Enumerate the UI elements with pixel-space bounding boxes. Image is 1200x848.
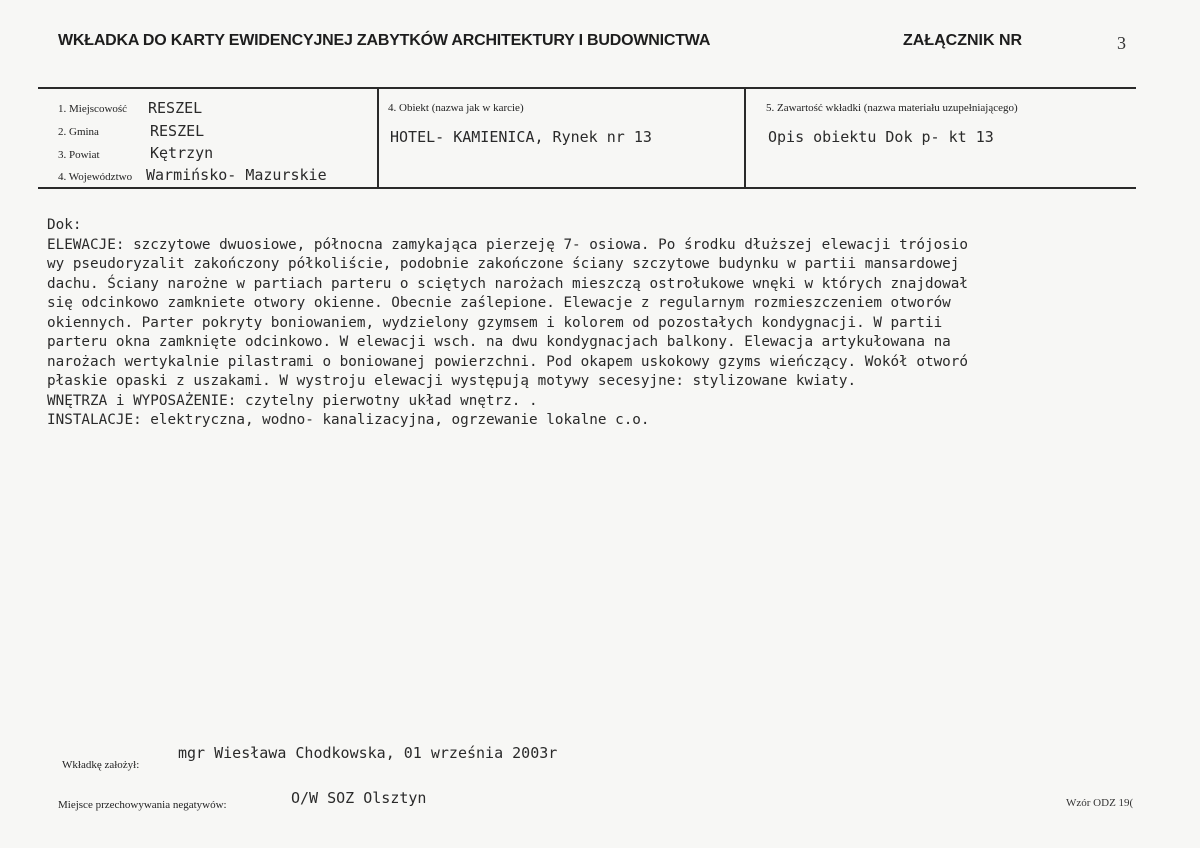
object-label: 4. Obiekt (nazwa jak w karcie) [388, 102, 524, 114]
description-line: okiennych. Parter pokryty boniowaniem, wydzielony gzymsem i kolorem od pozostałych kondygnacji. W partii [47, 314, 943, 331]
object-value: HOTEL- KAMIENICA, Rynek nr 13 [390, 128, 652, 146]
contents-value: Opis obiektu Dok p- kt 13 [768, 128, 994, 146]
table-divider-2 [744, 88, 746, 188]
place-label: 1. Miejscowość [58, 103, 128, 115]
form-pattern-label: Wzór ODZ 19( [1066, 797, 1134, 809]
description-line: WNĘTRZA i WYPOSAŻENIE: czytelny pierwotny układ wnętrz. . [47, 392, 538, 409]
author-value: mgr Wiesława Chodkowska, 01 września 2003r [178, 744, 558, 762]
place-value: RESZEL [148, 99, 203, 117]
voivodeship-value: Warmińsko- Mazurskie [146, 166, 327, 184]
object-description [47, 216, 1157, 431]
description-line: dachu. Ściany narożne w partiach parteru o sciętych narożach mieszczą ostrołukowe wnęki w których znajdował [47, 275, 968, 292]
annex-number: 3 [1117, 33, 1126, 53]
contents-label: 5. Zawartość wkładki (nazwa materiału uzupełniającego) [766, 102, 1018, 114]
table-top-border [38, 87, 1136, 89]
commune-label: 2. Gmina [58, 126, 99, 138]
description-line: się odcinkowo zamkniete otwory okienne. Obecnie zaślepione. Elewacje z regularnym rozmieszczeniem otworów [47, 295, 951, 311]
district-value: Kętrzyn [150, 144, 214, 162]
annex-label: ZAŁĄCZNIK NR [903, 32, 1023, 49]
district-label: 3. Powiat [58, 149, 100, 161]
table-divider-1 [377, 88, 379, 188]
description-line: Dok: [47, 217, 82, 233]
negatives-value: O/W SOZ Olsztyn [291, 789, 427, 807]
description-line: parteru okna zamknięte odcinkowo. W elewacji wsch. na dwu kondygnacjach balkony. Elewacja artykułowana na [47, 334, 951, 350]
voivodeship-label: 4. Województwo [58, 171, 133, 183]
description-line: narożach wertykalnie pilastrami o boniowanej powierzchni. Pod okapem uskokowy gzyms wieńczący. Wokół otworó [47, 353, 968, 370]
negatives-label: Miejsce przechowywania negatywów: [58, 799, 227, 811]
description-line: ELEWACJE: szczytowe dwuosiowe, północna zamykająca pierzeję 7- osiowa. Po środku dłuższej elewacji trójosio [47, 236, 968, 253]
description-line: wy pseudoryzalit zakończony półkoliście, podobnie zakończone ściany szczytowe budynku w partii mansardowej [47, 256, 960, 272]
description-line: płaskie opaski z uszakami. W wystroju elewacji występują motywy secesyjne: stylizowane kwiaty. [47, 373, 857, 389]
commune-value: RESZEL [150, 122, 205, 140]
form-title: WKŁADKA DO KARTY EWIDENCYJNEJ ZABYTKÓW ARCHITEKTURY I BUDOWNICTWA [58, 32, 711, 49]
description-line: INSTALACJE: elektryczna, wodno- kanalizacyjna, ogrzewanie lokalne c.o. [47, 412, 650, 428]
table-bottom-border [38, 187, 1136, 189]
author-label: Wkładkę założył: [62, 759, 140, 771]
